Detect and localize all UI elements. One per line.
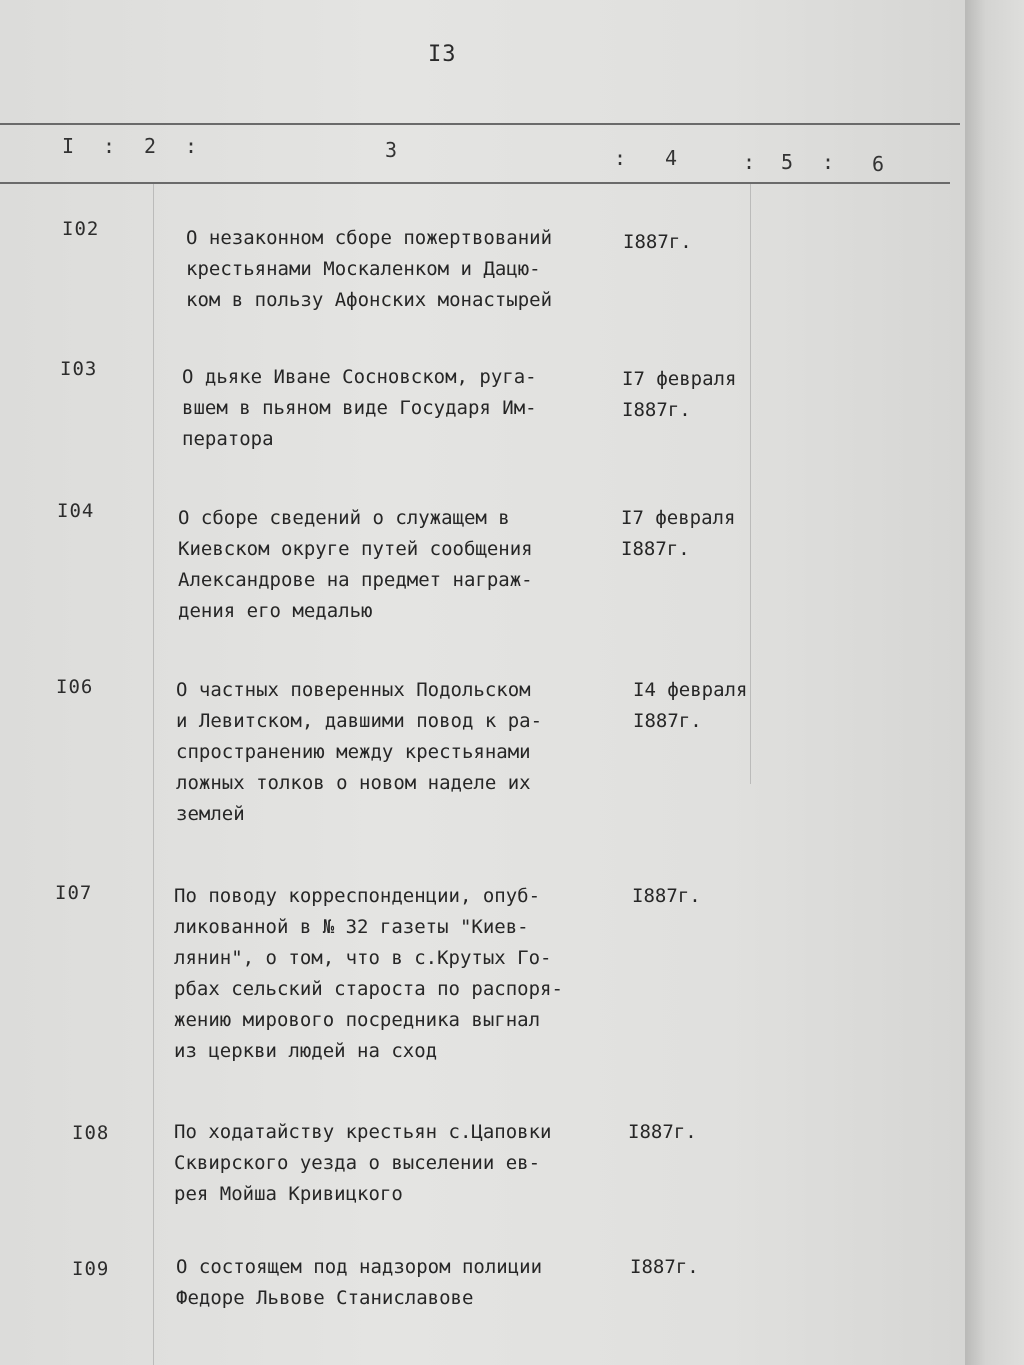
record-title: О состоящем под надзором полиции Федоре Львове Станиславове bbox=[176, 1256, 543, 1309]
column-separator: : bbox=[822, 150, 835, 174]
column-divider bbox=[153, 184, 154, 1365]
record-number: I07 bbox=[55, 882, 93, 904]
record-date: I887г. bbox=[623, 231, 692, 253]
record-date: I7 февраля I887г. bbox=[622, 368, 737, 421]
record-number: I09 bbox=[72, 1258, 110, 1280]
record-title: О дьяке Иване Сосновском, руга- вшем в пьяном виде Государя Им- ператора bbox=[182, 366, 537, 450]
record-date: I7 февраля I887г. bbox=[621, 507, 736, 560]
record-title: О незаконном сборе пожертвований крестьянами Москаленком и Дацю- ком в пользу Афонских монастырей bbox=[186, 227, 553, 311]
column-number-3: 3 bbox=[385, 138, 398, 162]
record-number: I03 bbox=[60, 358, 98, 380]
column-separator: : bbox=[614, 146, 627, 170]
column-number-2: 2 bbox=[144, 134, 157, 158]
adjacent-page-edge bbox=[965, 0, 1024, 1365]
column-divider bbox=[750, 184, 751, 784]
record-date: I887г. bbox=[632, 885, 701, 907]
record-number: I06 bbox=[56, 676, 94, 698]
column-number-1: I bbox=[62, 134, 75, 158]
record-title: О сборе сведений о служащем в Киевском округе путей сообщения Александрове на предмет награж- дения его медалью bbox=[178, 507, 533, 622]
header-rule-top bbox=[0, 123, 960, 125]
column-number-4: 4 bbox=[665, 146, 678, 170]
record-title: По ходатайству крестьян с.Цаповки Сквирского уезда о выселении ев- рея Мойша Кривицкого bbox=[174, 1121, 552, 1205]
column-number-5: 5 bbox=[781, 150, 794, 174]
record-title: По поводу корреспонденции, опуб- ликованной в № 32 газеты "Киев- лянин", о том, что в с.Крутых Го- рбах сельский староста по распоря- жению мирового посредника выгнал из церкви людей на сход bbox=[174, 885, 563, 1062]
header-rule-bottom bbox=[0, 182, 950, 184]
record-title: О частных поверенных Подольском и Левитском, давшими повод к ра- спространению между крестьянами ложных толков о новом наделе их землей bbox=[176, 679, 543, 825]
record-date: I887г. bbox=[630, 1256, 699, 1278]
column-separator: : bbox=[103, 134, 116, 158]
column-separator: : bbox=[743, 150, 756, 174]
record-number: I02 bbox=[62, 218, 100, 240]
column-separator: : bbox=[185, 134, 198, 158]
record-date: I887г. bbox=[628, 1121, 697, 1143]
column-number-6: 6 bbox=[872, 152, 885, 176]
record-number: I04 bbox=[57, 500, 95, 522]
page-number: I3 bbox=[428, 42, 457, 67]
record-date: I4 февраля I887г. bbox=[633, 679, 748, 732]
record-number: I08 bbox=[72, 1122, 110, 1144]
